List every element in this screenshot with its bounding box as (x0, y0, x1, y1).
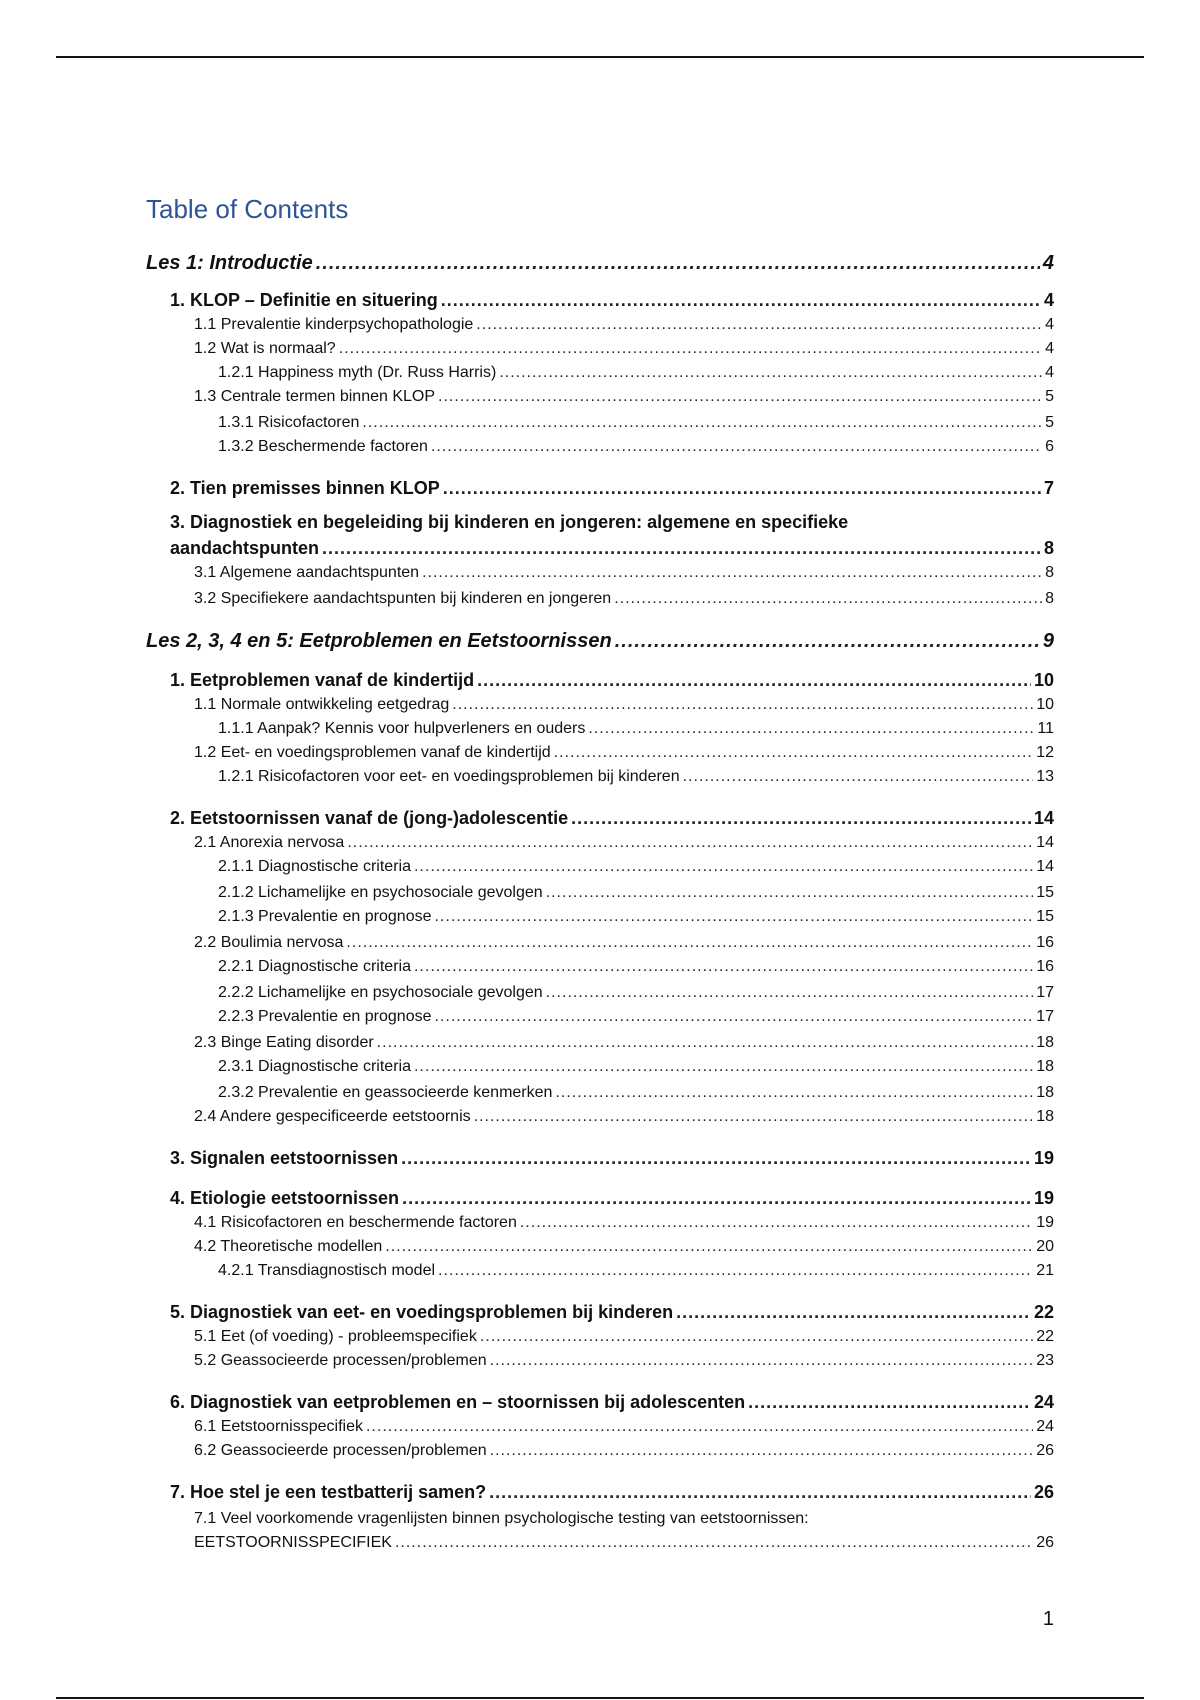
dot-leader (748, 1392, 1031, 1413)
toc-entry-text: 1.2 Wat is normaal? (194, 340, 336, 357)
toc-entry-text: 6. Diagnostiek van eetproblemen en – stoornissen bij adolescenten (170, 1392, 746, 1412)
dot-leader (489, 1482, 1031, 1503)
toc-entry[interactable] (194, 590, 1054, 608)
toc-entry-page: 10 (1033, 670, 1054, 690)
toc-entry-page: 4 (1043, 290, 1054, 310)
toc-entry-page: 8 (1045, 564, 1054, 581)
toc-entry[interactable] (194, 696, 1054, 714)
toc-entry-text: 2.3.1 Diagnostische criteria (218, 1058, 411, 1075)
toc-entry[interactable] (218, 908, 1054, 926)
toc-entry[interactable] (170, 1148, 1054, 1169)
toc-entry-text: aandachtspunten (170, 538, 320, 558)
toc-entry-page: 18 (1036, 1034, 1054, 1051)
toc-entry-text: 2.2.2 Lichamelijke en psychosociale gevolgen (218, 984, 543, 1001)
toc-entry-page: 12 (1036, 744, 1054, 761)
toc-entry-page: 14 (1033, 808, 1054, 828)
dot-leader (347, 834, 1033, 852)
toc-entry-page: 17 (1036, 1008, 1054, 1025)
toc-entry-page: 15 (1036, 884, 1054, 901)
toc-entry[interactable] (170, 478, 1054, 499)
toc-entry-page: 14 (1036, 858, 1054, 875)
toc-entry[interactable] (218, 414, 1054, 432)
toc-entry-page: 5 (1045, 388, 1054, 405)
toc-entry[interactable] (194, 1034, 1054, 1052)
dot-leader (431, 438, 1042, 456)
toc-entry-text: 1.1 Prevalentie kinderpsychopathologie (194, 316, 474, 333)
toc-entry-page: 18 (1036, 1108, 1054, 1125)
dot-leader (588, 720, 1034, 738)
toc-entry[interactable] (218, 364, 1054, 382)
toc-entry-page: 16 (1036, 958, 1054, 975)
toc-entry[interactable] (218, 958, 1054, 976)
toc-entry-text: 4.2.1 Transdiagnostisch model (218, 1262, 436, 1279)
dot-leader (555, 1084, 1033, 1102)
dot-leader (316, 252, 1040, 275)
toc-entry-text: 4. Etiologie eetstoornissen (170, 1188, 400, 1208)
toc-entry-text: 1.3 Centrale termen binnen KLOP (194, 388, 436, 405)
toc-entry-text: 4.1 Risicofactoren en beschermende factoren (194, 1214, 517, 1231)
toc-entry-page: 4 (1042, 252, 1054, 274)
dot-leader (366, 1418, 1033, 1436)
toc-entry-text: 3.1 Algemene aandachtspunten (194, 564, 420, 581)
toc-entry[interactable] (218, 1084, 1054, 1102)
dot-leader (477, 670, 1031, 691)
toc-entry[interactable] (194, 1442, 1054, 1460)
toc-entry-page: 24 (1036, 1418, 1054, 1435)
dot-leader (339, 340, 1042, 358)
toc-entry-page: 4 (1045, 340, 1054, 357)
toc-entry-text: 3. Signalen eetstoornissen (170, 1148, 399, 1168)
toc-entry[interactable] (218, 768, 1054, 786)
toc-entry-text: 2.1.3 Prevalentie en prognose (218, 908, 432, 925)
toc-entry[interactable] (170, 1302, 1054, 1323)
toc-entry[interactable] (170, 670, 1054, 691)
toc-entry-text: 2.1.1 Diagnostische criteria (218, 858, 411, 875)
toc-entry-text: 5.2 Geassocieerde processen/problemen (194, 1352, 487, 1369)
toc-entry-page: 9 (1042, 630, 1054, 652)
toc-entry[interactable] (194, 316, 1054, 334)
dot-leader (683, 768, 1034, 786)
dot-leader (422, 564, 1042, 582)
dot-leader (414, 958, 1033, 976)
toc-entry-page: 16 (1036, 934, 1054, 951)
toc-entry-text: 6.2 Geassocieerde processen/problemen (194, 1442, 487, 1459)
toc-entry-line1[interactable]: 7.1 Veel voorkomende vragenlijsten binnen psychologische testing van eetstoornissen: (194, 1510, 809, 1527)
toc-entry-page: 19 (1033, 1188, 1054, 1208)
dot-leader (571, 808, 1031, 829)
dot-leader (395, 1534, 1033, 1552)
toc-entry[interactable] (146, 252, 1054, 275)
dot-leader (441, 290, 1041, 311)
toc-entry-page: 13 (1036, 768, 1054, 785)
toc-entry-text: 1. KLOP – Definitie en situering (170, 290, 438, 310)
toc-entry[interactable] (218, 984, 1054, 1002)
dot-leader (346, 934, 1033, 952)
toc-entry[interactable] (194, 340, 1054, 358)
dot-leader (322, 538, 1041, 559)
dot-leader (480, 1328, 1033, 1346)
toc-entry-text: 2.4 Andere gespecificeerde eetstoornis (194, 1108, 471, 1125)
toc-entry[interactable] (194, 834, 1054, 852)
dot-leader (490, 1352, 1034, 1370)
toc-entry-page: 8 (1043, 538, 1054, 558)
toc-entry[interactable] (194, 1352, 1054, 1370)
toc-entry-text: 2.2.3 Prevalentie en prognose (218, 1008, 432, 1025)
toc-entry[interactable] (218, 1262, 1054, 1280)
dot-leader (438, 388, 1042, 406)
toc-entry-text: 1. Eetproblemen vanaf de kindertijd (170, 670, 475, 690)
toc-entry-text: 2.1 Anorexia nervosa (194, 834, 345, 851)
toc-entry-text: 1.1.1 Aanpak? Kennis voor hulpverleners en ouders (218, 720, 586, 737)
toc-entry[interactable] (194, 1214, 1054, 1232)
toc-entry-text: 4.2 Theoretische modellen (194, 1238, 383, 1255)
toc-entry-text: 2. Eetstoornissen vanaf de (jong-)adolescentie (170, 808, 569, 828)
toc-entry[interactable] (194, 1534, 1054, 1552)
toc-entry-page: 7 (1043, 478, 1054, 498)
footer-rule (56, 1697, 1144, 1699)
toc-entry[interactable] (194, 388, 1054, 406)
toc-entry-text: 5.1 Eet (of voeding) - probleemspecifiek (194, 1328, 477, 1345)
toc-entry-page: 18 (1036, 1058, 1054, 1075)
toc-entry-text: 3.2 Specifiekere aandachtspunten bij kinderen en jongeren (194, 590, 612, 607)
dot-leader (362, 414, 1042, 432)
toc-entry-page: 17 (1036, 984, 1054, 1001)
toc-entry[interactable] (170, 290, 1054, 311)
toc-entry[interactable] (218, 884, 1054, 902)
dot-leader (554, 744, 1034, 762)
toc-entry-text: 5. Diagnostiek van eet- en voedingsproblemen bij kinderen (170, 1302, 674, 1322)
dot-leader (438, 1262, 1033, 1280)
toc-entry-page: 11 (1037, 720, 1054, 737)
toc-entry[interactable] (218, 1008, 1054, 1026)
dot-leader (546, 884, 1034, 902)
toc-entry[interactable] (194, 1328, 1054, 1346)
toc-entry-text: 2.3 Binge Eating disorder (194, 1034, 374, 1051)
toc-entry-page: 22 (1036, 1328, 1054, 1345)
dot-leader (476, 316, 1042, 334)
toc-entry-text: Les 2, 3, 4 en 5: Eetproblemen en Eetstoornissen (146, 630, 612, 652)
toc-entry-text: 1.1 Normale ontwikkeling eetgedrag (194, 696, 450, 713)
toc-entry-text: EETSTOORNISSPECIFIEK (194, 1534, 392, 1551)
toc-entry-page: 4 (1045, 364, 1054, 381)
toc-entry[interactable] (194, 1418, 1054, 1436)
toc-entry[interactable] (218, 858, 1054, 876)
toc-entry-text: 1.2.1 Risicofactoren voor eet- en voedingsproblemen bij kinderen (218, 768, 680, 785)
dot-leader (614, 590, 1042, 608)
toc-entry[interactable] (194, 1238, 1054, 1256)
toc-entry-page: 26 (1033, 1482, 1054, 1502)
dot-leader (520, 1214, 1033, 1232)
page-number: 1 (1042, 1608, 1054, 1630)
dot-leader (676, 1302, 1031, 1323)
toc-entry[interactable] (170, 538, 1054, 559)
toc-entry[interactable] (170, 808, 1054, 829)
toc-entry[interactable] (170, 1392, 1054, 1413)
toc-entry[interactable] (194, 744, 1054, 762)
toc-entry-text: 1.3.1 Risicofactoren (218, 414, 360, 431)
toc-title: Table of Contents (146, 194, 349, 224)
dot-leader (414, 1058, 1033, 1076)
toc-entry-text: 7. Hoe stel je een testbatterij samen? (170, 1482, 487, 1502)
toc-entry-text: 2.1.2 Lichamelijke en psychosociale gevolgen (218, 884, 543, 901)
toc-entry-text: 1.2.1 Happiness myth (Dr. Russ Harris) (218, 364, 497, 381)
toc-entry-page: 10 (1036, 696, 1054, 713)
toc-entry-page: 18 (1036, 1084, 1054, 1101)
toc-entry-page: 14 (1036, 834, 1054, 851)
toc-entry[interactable] (170, 1482, 1054, 1503)
toc-entry[interactable] (218, 720, 1054, 738)
dot-leader (414, 858, 1033, 876)
toc-entry[interactable] (218, 1058, 1054, 1076)
toc-entry-page: 26 (1036, 1442, 1054, 1459)
toc-entry[interactable] (146, 630, 1054, 653)
toc-entry-line1[interactable]: 3. Diagnostiek en begeleiding bij kinderen en jongeren: algemene en specifieke (170, 512, 849, 532)
dot-leader (452, 696, 1033, 714)
toc-entry[interactable] (194, 934, 1054, 952)
toc-entry[interactable] (194, 564, 1054, 582)
toc-entry[interactable] (194, 1108, 1054, 1126)
dot-leader (615, 630, 1040, 653)
dot-leader (377, 1034, 1034, 1052)
toc-entry-page: 21 (1036, 1262, 1054, 1279)
toc-entry-page: 23 (1036, 1352, 1054, 1369)
toc-entry-page: 4 (1045, 316, 1054, 333)
dot-leader (402, 1188, 1031, 1209)
toc-entry-page: 19 (1036, 1214, 1054, 1231)
dot-leader (401, 1148, 1031, 1169)
dot-leader (499, 364, 1042, 382)
toc-entry-page: 20 (1036, 1238, 1054, 1255)
toc-entry-page: 8 (1045, 590, 1054, 607)
dot-leader (474, 1108, 1034, 1126)
toc-entry-text: 2.3.2 Prevalentie en geassocieerde kenmerken (218, 1084, 553, 1101)
dot-leader (490, 1442, 1034, 1460)
toc-entry[interactable] (218, 438, 1054, 456)
toc-entry-text: 1.2 Eet- en voedingsproblemen vanaf de kindertijd (194, 744, 551, 761)
toc-entry-page: 26 (1036, 1534, 1054, 1551)
dot-leader (434, 908, 1033, 926)
toc-entry-text: 2.2.1 Diagnostische criteria (218, 958, 411, 975)
toc-entry-text: 1.3.2 Beschermende factoren (218, 438, 428, 455)
toc-entry-page: 5 (1045, 414, 1054, 431)
toc-entry[interactable] (170, 1188, 1054, 1209)
toc-entry-page: 15 (1036, 908, 1054, 925)
toc-entry-text: Les 1: Introductie (146, 252, 313, 274)
dot-leader (443, 478, 1041, 499)
dot-leader (434, 1008, 1033, 1026)
toc-entry-text: 2.2 Boulimia nervosa (194, 934, 344, 951)
toc-entry-page: 6 (1045, 438, 1054, 455)
toc-entry-page: 24 (1033, 1392, 1054, 1412)
dot-leader (385, 1238, 1033, 1256)
toc-entry-text: 2. Tien premisses binnen KLOP (170, 478, 440, 498)
toc-entry-page: 22 (1033, 1302, 1054, 1322)
dot-leader (546, 984, 1034, 1002)
toc-entry-text: 6.1 Eetstoornisspecifiek (194, 1418, 363, 1435)
toc-entry-page: 19 (1033, 1148, 1054, 1168)
